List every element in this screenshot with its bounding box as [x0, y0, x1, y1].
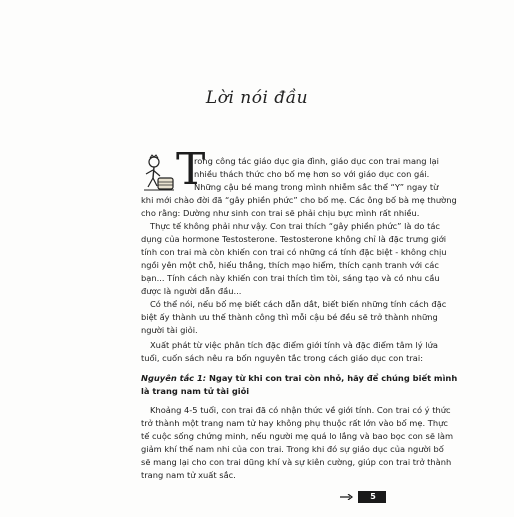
- page-title: Lời nói đầu: [205, 88, 309, 108]
- footer-ornament-icon: [340, 494, 354, 500]
- drop-cap: T: [176, 144, 206, 195]
- p2-line: dụng của hormone Testosterone. Testosterone không chỉ là đặc trưng giới: [141, 234, 447, 244]
- p1-line: khi mới chào đời đã “gây phiền phức” cho bố mẹ. Các ông bố bà mẹ thường: [141, 195, 457, 205]
- p1-line: rong công tác giáo dục gia đình, giáo dục con trai mang lại: [194, 156, 439, 166]
- principle-heading-line: là trang nam tử tài giỏi: [141, 386, 250, 396]
- p5-line: trang nam tử xuất sắc.: [141, 470, 236, 480]
- p2-line: bạn... Tính cách này khiến con trai thích tìm tòi, sáng tạo và có nhu cầu: [141, 273, 440, 283]
- boy-illustration-icon: [140, 154, 176, 194]
- p1-line: Những cậu bé mang trong mình nhiễm sắc thể “Y” ngay từ: [194, 182, 439, 192]
- p4-line: Xuất phát từ việc phân tích đặc điểm giới tính và đặc điểm tâm lý lứa: [150, 340, 438, 350]
- p3-line: người tài giỏi.: [141, 325, 198, 335]
- p2-line: tính con trai mà còn khiến con trai có những cá tính đặc biệt - không chịu: [141, 247, 447, 257]
- p5-line: tế cuộc sống chứng minh, nếu người mẹ quá lo lắng và bao bọc con sẽ làm: [141, 431, 454, 441]
- p2-line: Thực tế không phải như vậy. Con trai thích “gây phiền phức” là do tác: [150, 221, 440, 231]
- page-number: 5: [370, 492, 376, 501]
- p5-line: sẽ mang lại cho con trai dũng khí và sự kiên cường, giúp con trai trở thành: [141, 457, 452, 467]
- p5-line: giảm khí thế nam nhi của con trai. Trong khi đó sự giáo dục của người bố: [141, 444, 444, 454]
- p3-line: biệt ấy thành ưu thế thành công thì mỗi cậu bé đều sẽ trở thành những: [141, 312, 438, 322]
- p5-line: trở thành một trang nam tử hay không phụ thuộc rất lớn vào bố mẹ. Thực: [141, 418, 448, 428]
- principle-heading: [141, 373, 457, 383]
- p5-line: Khoảng 4-5 tuổi, con trai đã có nhận thức về giới tính. Con trai có ý thức: [150, 405, 451, 415]
- p2-line: ngồi yên một chỗ, hiếu thắng, thích mạo hiểm, thích cạnh tranh với các: [141, 260, 439, 270]
- p4-line: tuổi, cuốn sách nêu ra bốn nguyên tắc trong cách giáo dục con trai:: [141, 353, 423, 363]
- p1-line: nhiều thách thức cho bố mẹ hơn so với giáo dục con gái.: [194, 169, 430, 179]
- p1-line: cho rằng: Dường như sinh con trai sẽ phải chịu bực mình rất nhiều.: [141, 208, 420, 218]
- p2-line: được là người dẫn đầu...: [141, 286, 242, 296]
- principle-text: Ngay từ khi con trai còn nhỏ, hãy để chúng biết mình: [206, 373, 458, 383]
- principle-label: Nguyên tắc 1:: [141, 373, 207, 383]
- p3-line: Có thể nói, nếu bố mẹ biết cách dẫn dắt, biết biến những tính cách đặc: [150, 299, 447, 309]
